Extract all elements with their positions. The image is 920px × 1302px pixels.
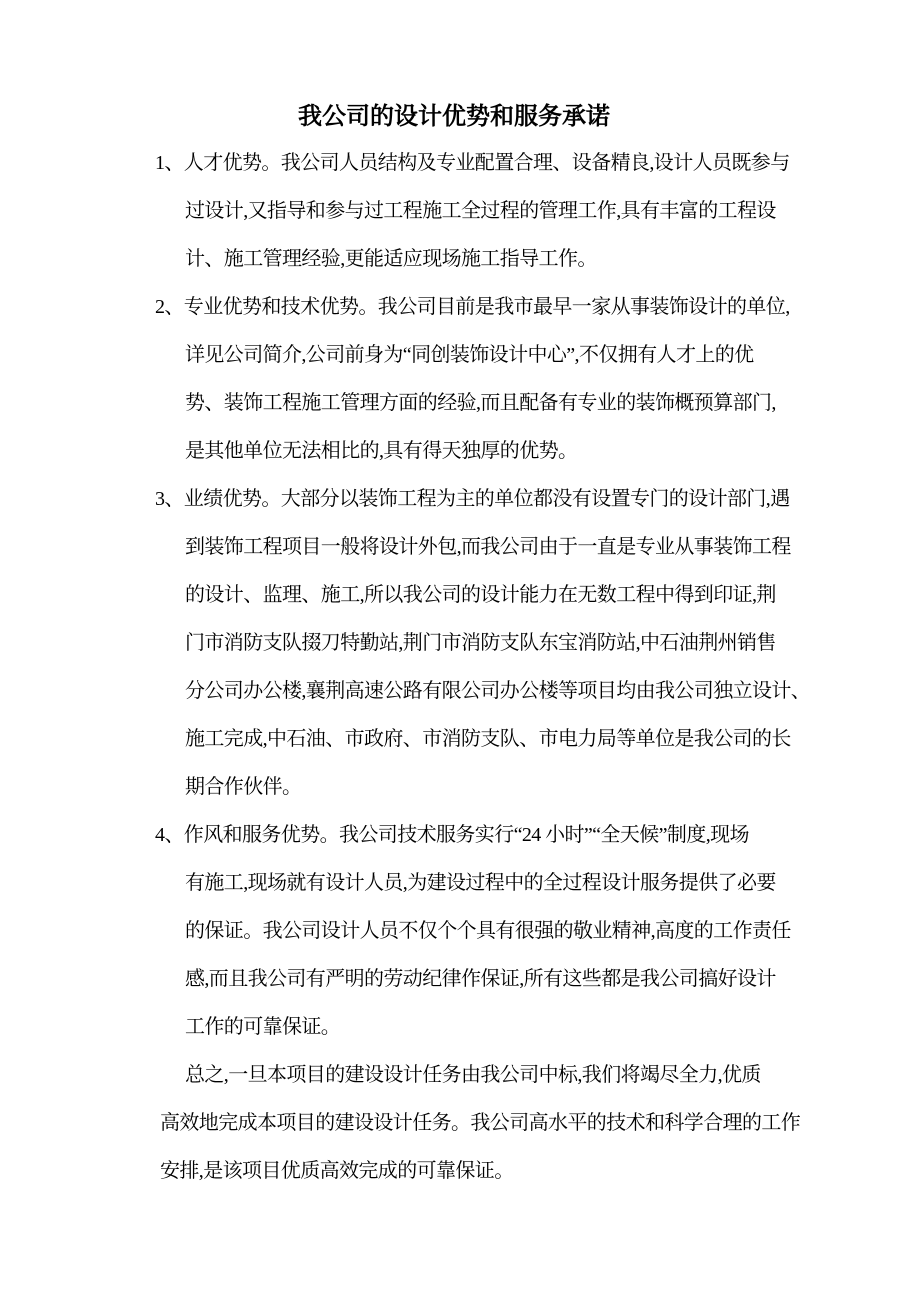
list-item-line: 1、人才优势。我公司人员结构及专业配置合理、设备精良,设计人员既参与 xyxy=(155,152,790,174)
list-item-line: 的保证。我公司设计人员不仅个个具有很强的敬业精神,高度的工作责任 xyxy=(185,920,791,942)
list-item-line: 施工完成,中石油、市政府、市消防支队、市电力局等单位是我公司的长 xyxy=(185,728,791,750)
list-item-line: 势、装饰工程施工管理方面的经验,而且配备有专业的装饰概预算部门, xyxy=(185,392,776,414)
list-item-line: 分公司办公楼,襄荆高速公路有限公司办公楼等项目均由我公司独立设计、 xyxy=(185,680,811,702)
list-item-line: 是其他单位无法相比的,具有得天独厚的优势。 xyxy=(185,440,578,462)
closing-paragraph-line: 总之,一旦本项目的建设设计任务由我公司中标,我们将竭尽全力,优质 xyxy=(185,1064,761,1086)
closing-paragraph-line: 高效地完成本项目的建设设计任务。我公司高水平的技术和科学合理的工作 xyxy=(160,1112,801,1134)
list-item-line: 详见公司简介,公司前身为“同创装饰设计中心”,不仅拥有人才上的优 xyxy=(185,344,754,366)
list-item-line: 2、专业优势和技术优势。我公司目前是我市最早一家从事装饰设计的单位, xyxy=(155,296,790,318)
closing-paragraph-line: 安排,是该项目优质高效完成的可靠保证。 xyxy=(160,1160,514,1182)
list-item-line: 4、作风和服务优势。我公司技术服务实行“24 小时”“全天候”制度,现场 xyxy=(155,824,749,846)
list-item-line: 感,而且我公司有严明的劳动纪律作保证,所有这些都是我公司搞好设计 xyxy=(185,968,776,990)
list-item-line: 工作的可靠保证。 xyxy=(185,1016,341,1038)
list-item-line: 计、施工管理经验,更能适应现场施工指导工作。 xyxy=(185,248,597,270)
list-item-line: 期合作伙伴。 xyxy=(185,776,302,798)
list-item-line: 到装饰工程项目一般将设计外包,而我公司由于一直是专业从事装饰工程 xyxy=(185,536,791,558)
list-item-line: 门市消防支队掇刀特勤站,荆门市消防支队东宝消防站,中石油荆州销售 xyxy=(185,632,776,654)
document-title: 我公司的设计优势和服务承诺 xyxy=(298,103,610,130)
list-item-line: 有施工,现场就有设计人员,为建设过程中的全过程设计服务提供了必要 xyxy=(185,872,776,894)
list-item-line: 3、业绩优势。大部分以装饰工程为主的单位都没有设置专门的设计部门,遇 xyxy=(155,488,790,510)
list-item-line: 过设计,又指导和参与过工程施工全过程的管理工作,具有丰富的工程设 xyxy=(185,200,776,222)
list-item-line: 的设计、监理、施工,所以我公司的设计能力在无数工程中得到印证,荆 xyxy=(185,584,776,606)
